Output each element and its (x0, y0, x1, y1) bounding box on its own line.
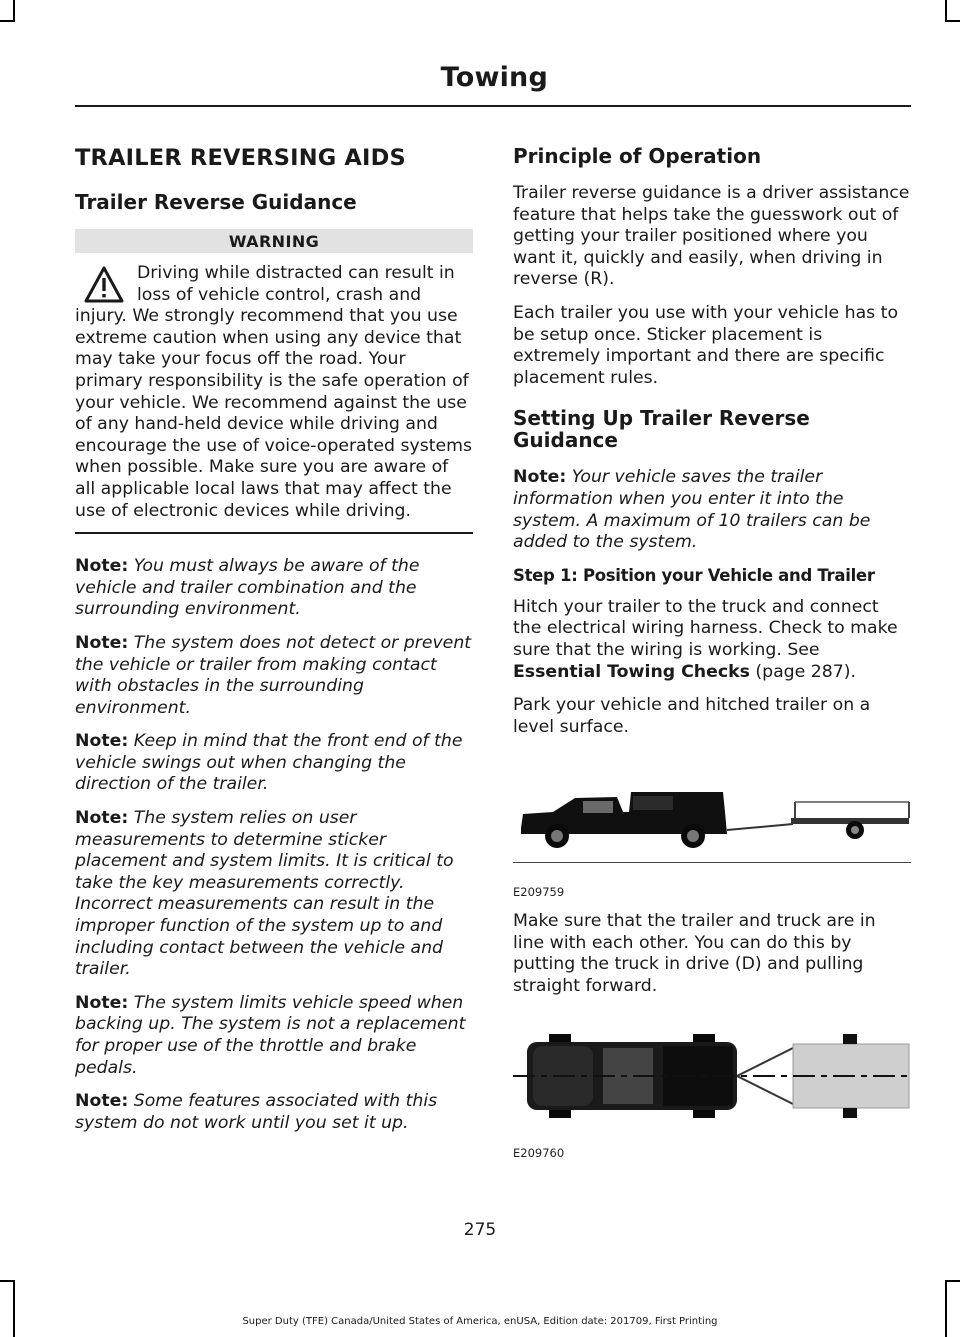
note (75, 993, 473, 1079)
figure-code: E209759 (513, 885, 565, 900)
truck-trailer-top-illustration (513, 1026, 911, 1126)
figure-ground-line (513, 862, 911, 863)
footer-edition-text: Super Duty (TFE) Canada/United States of America, enUSA, Edition date: 201709, First Printing (242, 1316, 718, 1327)
crop-mark (13, 0, 15, 22)
principle-paragraph: Each trailer you use with your vehicle has to be setup once. Sticker placement is extremely important and there are specific placement rules. (513, 302, 899, 388)
note-label: Note: (75, 731, 129, 752)
note (75, 808, 473, 981)
left-column (75, 145, 473, 1146)
figure-truck-trailer-top (513, 1026, 911, 1160)
note-text: Keep in mind that the front end of the vehicle swings out when changing the direction of the trailer. (75, 731, 463, 795)
note (75, 1091, 473, 1134)
page-header-title: Towing (440, 62, 548, 93)
step1-title: Step 1: Position your Vehicle and Trailer (513, 565, 875, 585)
note-label: Note: (75, 556, 129, 577)
note-text: The system relies on user measurements to determine sticker placement and system limits. It is critical to take the key measurements correctly. Incorrect measurements can result in the improper function of the system up to and including contact between the vehicle and trailer. (75, 808, 454, 980)
right-column (513, 145, 911, 1172)
crop-mark (945, 1280, 960, 1282)
warning-triangle-icon (83, 265, 125, 305)
crop-mark (945, 0, 947, 22)
principle-title: Principle of Operation (513, 144, 762, 168)
crop-mark (13, 1280, 15, 1337)
note-text: The system does not detect or prevent the vehicle or trailer from making contact with obstacles in the surrounding environment. (75, 632, 472, 718)
note (75, 633, 473, 719)
note-label: Note: (75, 1091, 129, 1112)
setup-title: Setting Up Trailer Reverse Guidance (513, 406, 810, 453)
subsection-title: Trailer Reverse Guidance (75, 190, 357, 214)
note-text: Some features associated with this system do not work until you set it up. (75, 1091, 438, 1133)
warning-text: Driving while distracted can result in loss of vehicle control, crash and injury. We strongly recommend that you use extreme caution when using any device that may take your focus off the road. Your primary responsibility is the safe operation of your vehicle. We recommend against the use of any hand-held device while driving and encourage the use of voice-operated systems when possible. Make sure you are aware of all applicable local laws that may affect the use of electronic devices while driving. (75, 263, 472, 521)
note-text: Your vehicle saves the trailer information when you enter it into the system. A maximum of 10 trailers can be added to the system. (513, 467, 871, 553)
principle-paragraph: Trailer reverse guidance is a driver assistance feature that helps take the guesswork out of getting your trailer positioned where you want it, quickly and easily, when driving in reverse (R). (513, 183, 910, 290)
setup-note (513, 467, 911, 553)
warning-divider (75, 532, 473, 534)
note (75, 556, 473, 621)
warning-label: WARNING (75, 229, 473, 253)
note-label: Note: (75, 808, 129, 829)
page-reference: (page 287). (755, 661, 856, 682)
step1-paragraph: Make sure that the trailer and truck are in line with each other. You can do this by putting the truck in drive (D) and pulling straight forward. (513, 911, 876, 997)
crop-mark (0, 1280, 15, 1282)
figure-truck-trailer-side (513, 778, 911, 899)
note-label: Note: (513, 467, 567, 488)
step1-paragraph (513, 597, 911, 683)
note (75, 731, 473, 796)
crop-mark (0, 20, 15, 22)
step1-text: Hitch your trailer to the truck and connect the electrical wiring harness. Check to make sure that the wiring is working. See (513, 596, 898, 660)
crop-mark (945, 1280, 947, 1337)
section-title: TRAILER REVERSING AIDS (75, 145, 406, 171)
truck-trailer-side-illustration (513, 778, 911, 858)
page-number: 275 (463, 1220, 497, 1240)
note-text: The system limits vehicle speed when backing up. The system is not a replacement for proper use of the throttle and brake pedals. (75, 992, 466, 1078)
warning-block (75, 263, 473, 522)
crop-mark (945, 20, 960, 22)
figure-code: E209760 (513, 1145, 565, 1160)
note-label: Note: (75, 992, 129, 1013)
step1-paragraph: Park your vehicle and hitched trailer on a level surface. (513, 695, 871, 737)
cross-reference-link[interactable]: Essential Towing Checks (513, 661, 750, 682)
note-label: Note: (75, 632, 129, 653)
note-text: You must always be aware of the vehicle and trailer combination and the surrounding environment. (75, 556, 420, 620)
header-divider (75, 105, 911, 107)
